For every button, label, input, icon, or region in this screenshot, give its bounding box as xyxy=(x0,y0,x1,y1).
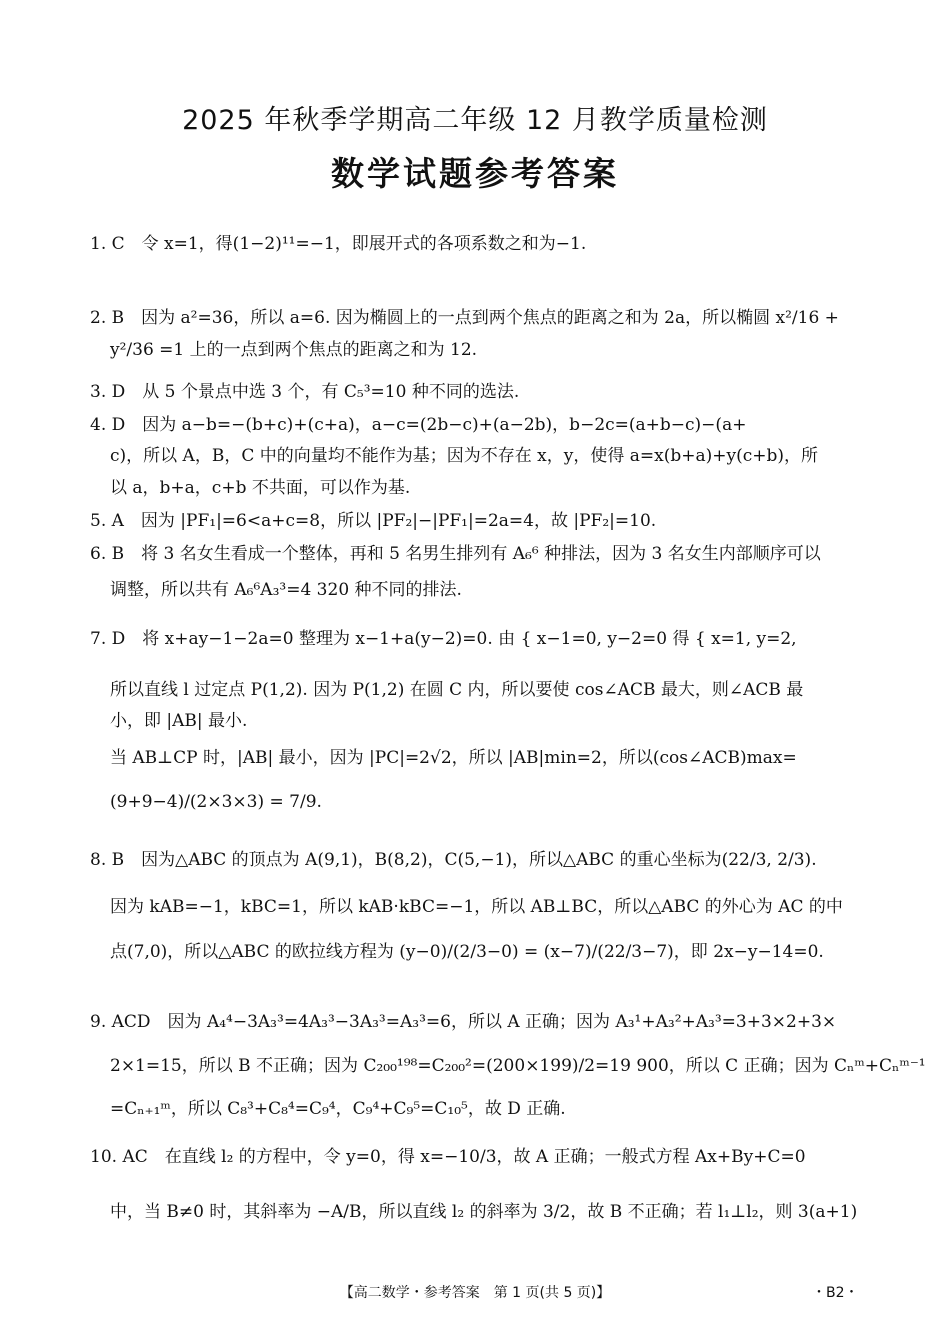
answer-7-line-3: 小，即 |AB| 最小. xyxy=(110,711,248,731)
answer-1-line-1: 1. C 令 x=1，得(1−2)¹¹=−1，即展开式的各项系数之和为−1. xyxy=(90,234,587,254)
answer-7-line-5: (9+9−4)/(2×3×3) = 7/9. xyxy=(110,792,322,812)
answer-2-line-2: y²/36 =1 上的一点到两个焦点的距离之和为 12. xyxy=(110,340,478,360)
answer-9-line-2: 2×1=15，所以 B 不正确；因为 C₂₀₀¹⁹⁸=C₂₀₀²=(200×199)/2=19 900，所以 C 正确；因为 Cₙᵐ+Cₙᵐ⁻¹ xyxy=(110,1056,926,1076)
answer-7-line-1: 7. D 将 x+ay−1−2a=0 整理为 x−1+a(y−2)=0. 由 { x−1=0, y−2=0 得 { x=1, y=2, xyxy=(90,629,797,649)
answer-7-line-2: 所以直线 l 过定点 P(1,2). 因为 P(1,2) 在圆 C 内，所以要使 cos∠ACB 最大，则∠ACB 最 xyxy=(110,680,804,700)
answer-3-line-1: 3. D 从 5 个景点中选 3 个，有 C₅³=10 种不同的选法. xyxy=(90,382,520,402)
answer-9-line-1: 9. ACD 因为 A₄⁴−3A₃³=4A₃³−3A₃³=A₃³=6，所以 A 正确；因为 A₃¹+A₃²+A₃³=3+3×2+3× xyxy=(90,1012,837,1032)
answer-6-line-1: 6. B 将 3 名女生看成一个整体，再和 5 名男生排列有 A₆⁶ 种排法，因为 3 名女生内部顺序可以 xyxy=(90,544,821,564)
answer-4-line-1: 4. D 因为 a−b=−(b+c)+(c+a)，a−c=(2b−c)+(a−2b)，b−2c=(a+b−c)−(a+ xyxy=(90,415,747,435)
answer-7-line-4: 当 AB⊥CP 时，|AB| 最小，因为 |PC|=2√2，所以 |AB|min=2，所以(cos∠ACB)max= xyxy=(110,748,797,768)
title-line-1: 2025 年秋季学期高二年级 12 月教学质量检测 xyxy=(182,105,768,136)
answer-10-line-2: 中，当 B≠0 时，其斜率为 −A/B，所以直线 l₂ 的斜率为 3/2，故 B 不正确；若 l₁⊥l₂，则 3(a+1) xyxy=(110,1202,858,1222)
answer-8-line-1: 8. B 因为△ABC 的顶点为 A(9,1)，B(8,2)，C(5,−1)，所以△ABC 的重心坐标为(22/3, 2/3). xyxy=(90,850,817,870)
paper-code: ・B2・ xyxy=(812,1285,859,1301)
answer-8-line-3: 点(7,0)，所以△ABC 的欧拉线方程为 (y−0)/(2/3−0) = (x−7)/(22/3−7)，即 2x−y−14=0. xyxy=(110,942,824,962)
answer-8-line-2: 因为 kAB=−1，kBC=1，所以 kAB·kBC=−1，所以 AB⊥BC，所以△ABC 的外心为 AC 的中 xyxy=(110,897,843,917)
answer-4-line-3: 以 a，b+a，c+b 不共面，可以作为基. xyxy=(110,478,411,498)
answer-2-line-1: 2. B 因为 a²=36，所以 a=6. 因为椭圆上的一点到两个焦点的距离之和为 2a，所以椭圆 x²/16 + xyxy=(90,308,839,328)
answer-9-line-3: =Cₙ₊₁ᵐ，所以 C₈³+C₈⁴=C₉⁴，C₉⁴+C₉⁵=C₁₀⁵，故 D 正确. xyxy=(110,1099,566,1119)
answer-10-line-1: 10. AC 在直线 l₂ 的方程中，令 y=0，得 x=−10/3，故 A 正确；一般式方程 Ax+By+C=0 xyxy=(90,1147,806,1167)
answer-5-line-1: 5. A 因为 |PF₁|=6<a+c=8，所以 |PF₂|−|PF₁|=2a=4，故 |PF₂|=10. xyxy=(90,511,657,531)
answer-4-line-2: c)，所以 A，B，C 中的向量均不能作为基；因为不存在 x，y，使得 a=x(b+a)+y(c+b)，所 xyxy=(110,446,818,466)
title-line-2: 数学试题参考答案 xyxy=(331,154,619,193)
page-footer: 【高二数学・参考答案 第 1 页(共 5 页)】 xyxy=(339,1285,611,1301)
answer-6-line-2: 调整，所以共有 A₆⁶A₃³=4 320 种不同的排法. xyxy=(110,580,462,600)
